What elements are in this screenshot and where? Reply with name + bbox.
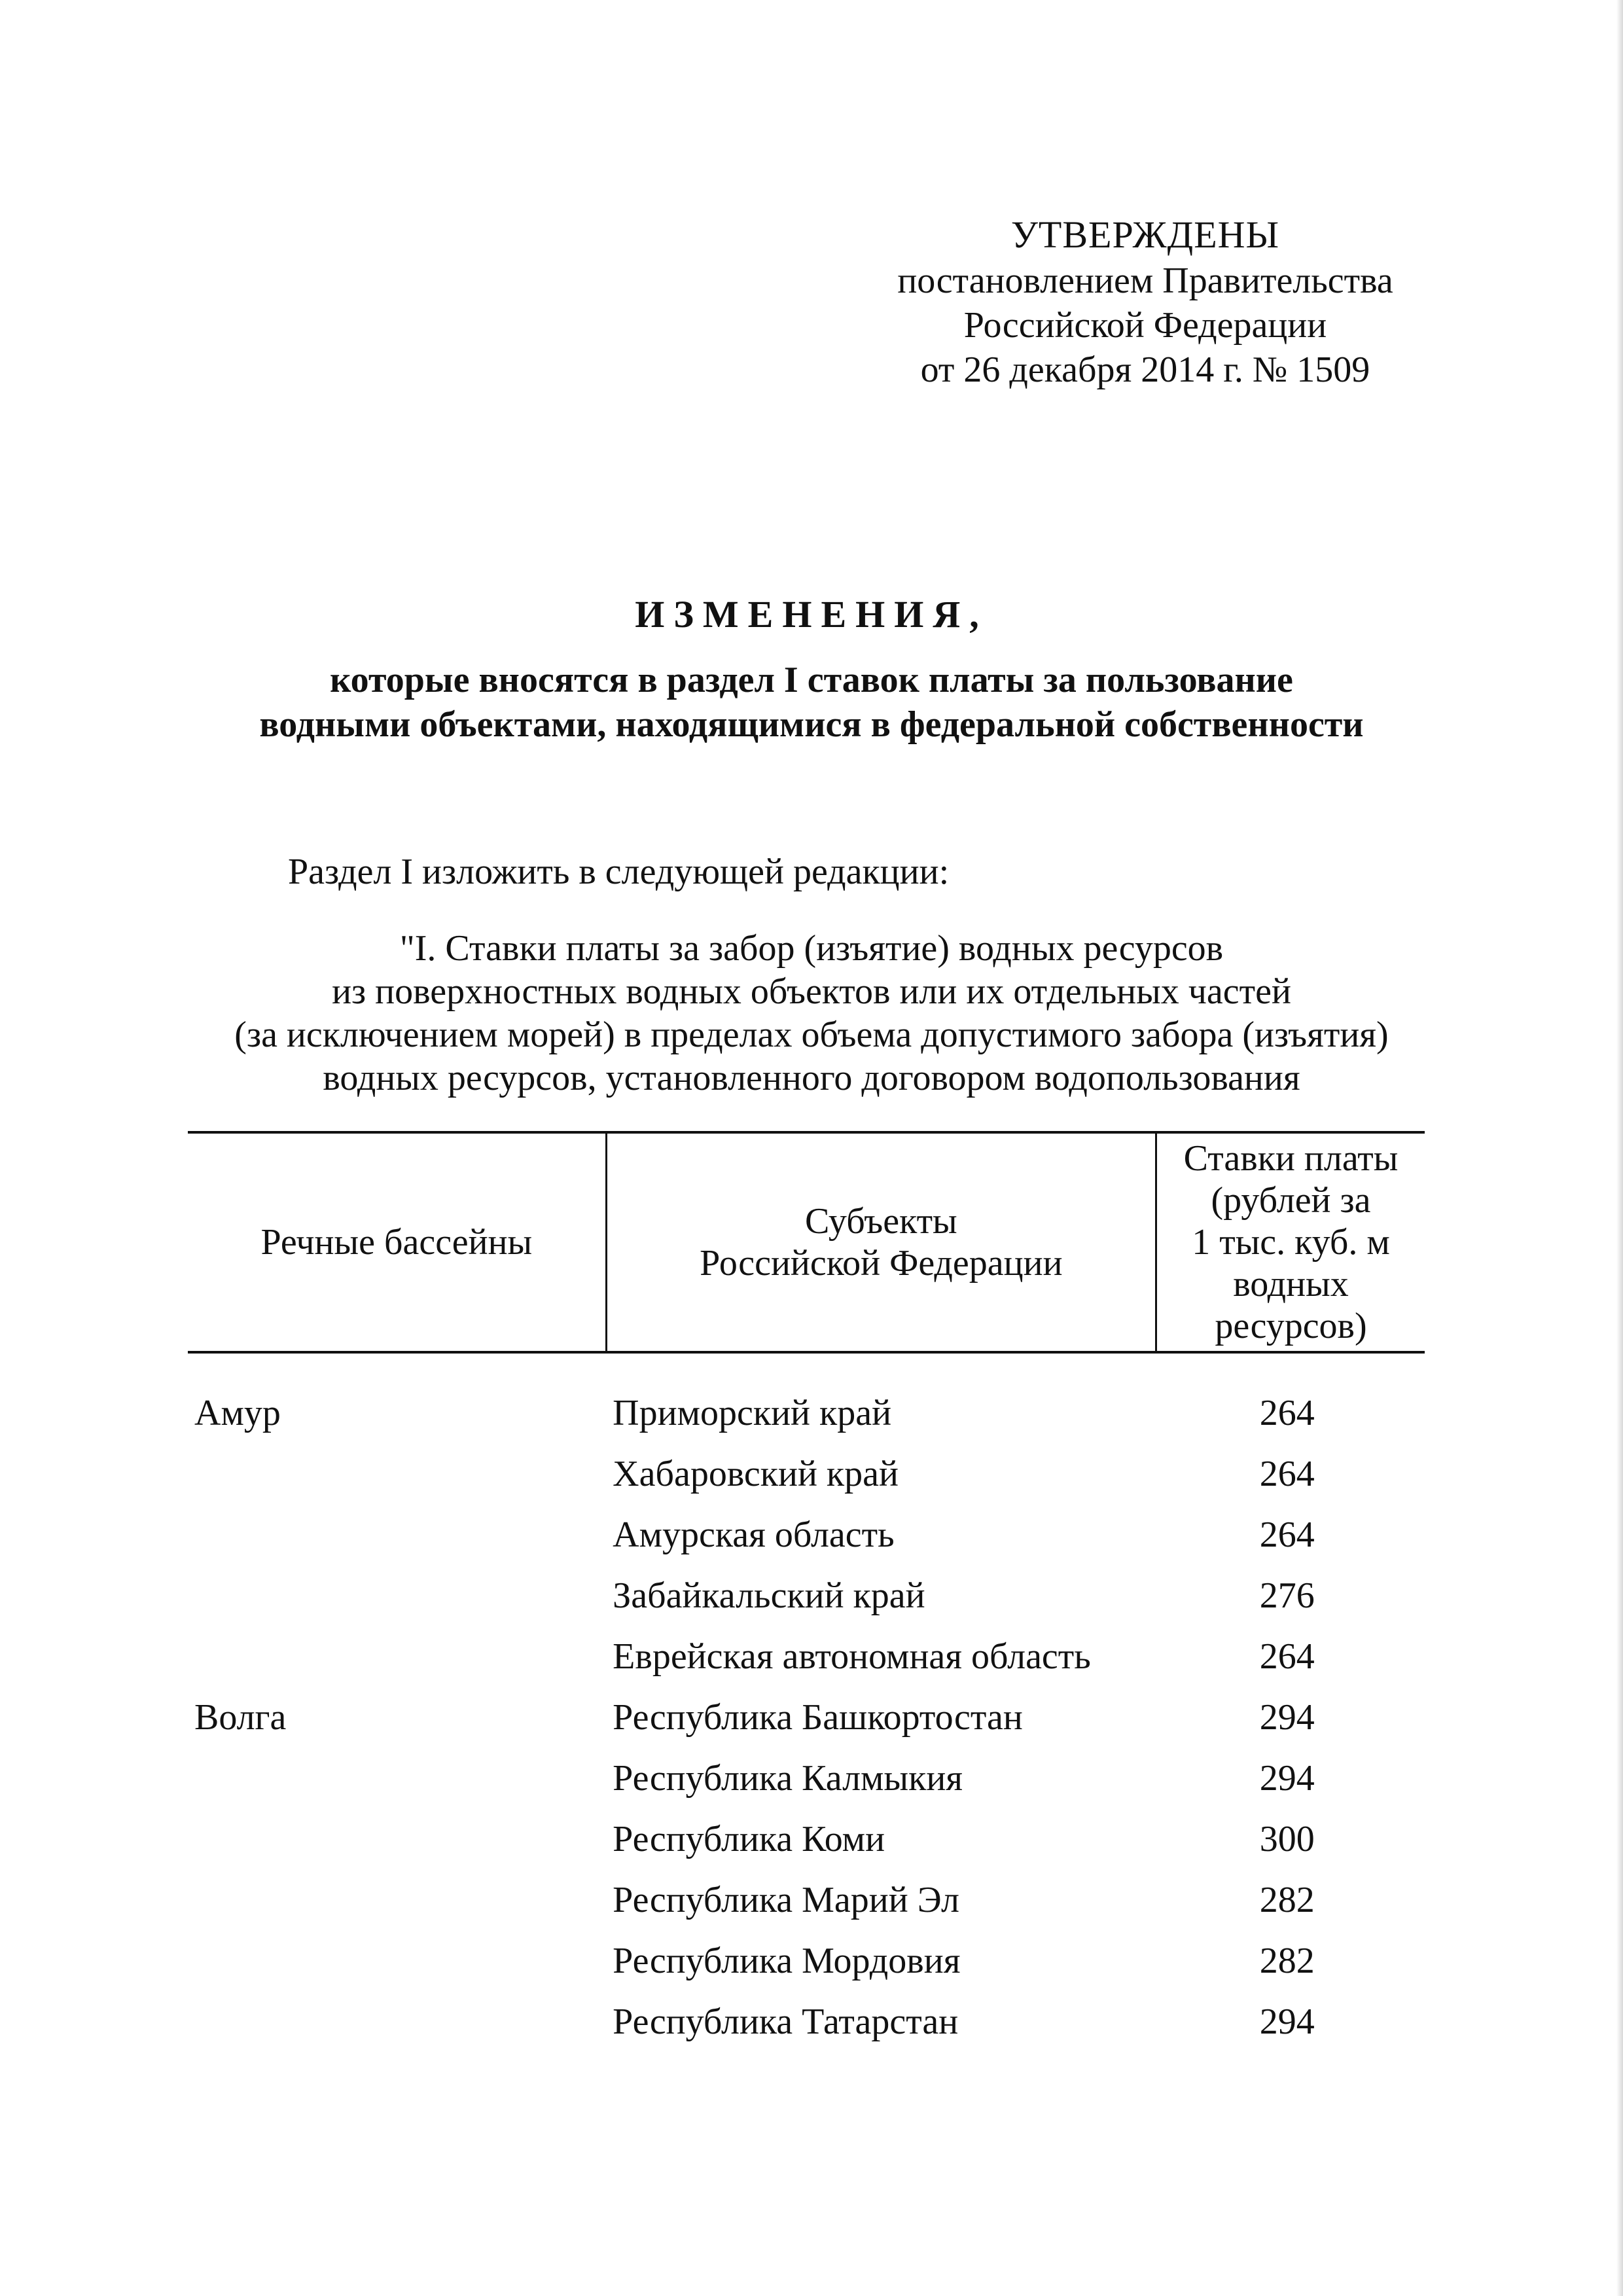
table-header-row <box>188 1132 1425 1352</box>
header-rate-line-4: водных <box>1233 1264 1349 1304</box>
basin-cell <box>188 1443 606 1504</box>
table-row <box>188 1930 1425 1991</box>
basin-cell <box>188 1869 606 1930</box>
basin-cell: Амур <box>194 1392 281 1433</box>
rate-cell: 300 <box>1259 1818 1315 1859</box>
approval-line-3: от 26 декабря 2014 г. № 1509 <box>920 350 1370 390</box>
rate-cell: 276 <box>1259 1575 1315 1616</box>
header-rate-line-5: ресурсов) <box>1215 1306 1367 1346</box>
basin-cell <box>188 1808 606 1869</box>
document-title: ИЗМЕНЕНИЯ, <box>635 593 988 636</box>
subject-cell: Республика Коми <box>613 1818 885 1859</box>
section-heading <box>0 927 1623 1100</box>
table-spacer-row <box>188 1352 1425 1382</box>
subject-cell: Республика Марий Эл <box>613 1879 959 1920</box>
rate-cell: 282 <box>1259 1940 1315 1981</box>
header-rate-line-2: (рублей за <box>1211 1180 1371 1221</box>
approval-title: УТВЕРЖДЕНЫ <box>1010 213 1280 256</box>
table-row <box>188 1382 1425 1443</box>
table-row <box>188 1443 1425 1504</box>
table-row <box>188 1808 1425 1869</box>
section-heading-line-4: водных ресурсов, установленного договором водопользования <box>323 1058 1300 1098</box>
section-heading-line-3: (за исключением морей) в пределах объема допустимого забора (изъятия) <box>234 1014 1389 1055</box>
subject-cell: Амурская область <box>613 1514 895 1555</box>
section-heading-line-2: из поверхностных водных объектов или их отдельных частей <box>332 971 1291 1012</box>
rate-cell: 294 <box>1259 1757 1315 1799</box>
subject-cell: Забайкальский край <box>613 1575 925 1616</box>
instruction-text: Раздел I изложить в следующей редакции: <box>288 852 950 892</box>
table-row <box>188 1991 1425 2052</box>
basin-cell <box>188 1991 606 2052</box>
header-subject <box>606 1132 1156 1352</box>
rate-cell: 264 <box>1259 1392 1315 1433</box>
header-subject-line-2: Российской Федерации <box>700 1243 1063 1283</box>
header-basin-label: Речные бассейны <box>260 1222 533 1263</box>
basin-cell: Волга <box>194 1696 287 1738</box>
rate-cell: 264 <box>1259 1514 1315 1555</box>
rate-cell: 294 <box>1259 1696 1315 1738</box>
table-row <box>188 1504 1425 1565</box>
subject-cell: Приморский край <box>613 1392 892 1433</box>
basin-cell <box>188 1626 606 1687</box>
approval-line-2: Российской Федерации <box>963 305 1327 346</box>
section-heading-line-1: "I. Ставки платы за забор (изъятие) водных ресурсов <box>399 928 1224 969</box>
header-rate <box>1156 1132 1425 1352</box>
header-rate-line-3: 1 тыс. куб. м <box>1192 1222 1390 1263</box>
approval-line-1: постановлением Правительства <box>897 260 1393 301</box>
basin-cell <box>188 1748 606 1808</box>
rate-cell: 294 <box>1259 2001 1315 2042</box>
table-row <box>188 1687 1425 1748</box>
table-row <box>188 1626 1425 1687</box>
subject-cell: Еврейская автономная область <box>613 1636 1091 1677</box>
rate-cell: 282 <box>1259 1879 1315 1920</box>
document-subtitle-line-1: которые вносятся в раздел I ставок платы за пользование <box>330 660 1293 700</box>
header-basin <box>188 1132 606 1352</box>
rate-cell: 264 <box>1259 1453 1315 1494</box>
approval-stamp-block <box>851 213 1440 392</box>
subject-cell: Хабаровский край <box>613 1453 899 1494</box>
subject-cell: Республика Калмыкия <box>613 1757 963 1799</box>
table-row <box>188 1869 1425 1930</box>
document-subtitle-line-2: водными объектами, находящимися в федеральной собственности <box>259 704 1364 745</box>
basin-cell <box>188 1930 606 1991</box>
subject-cell: Республика Башкортостан <box>613 1696 1023 1738</box>
rate-cell: 264 <box>1259 1636 1315 1677</box>
header-subject-line-1: Субъекты <box>804 1201 957 1242</box>
basin-cell <box>188 1504 606 1565</box>
rates-table <box>188 1131 1425 2052</box>
table-row <box>188 1748 1425 1808</box>
subject-cell: Республика Мордовия <box>613 1940 961 1981</box>
header-rate-line-1: Ставки платы <box>1183 1138 1399 1179</box>
page-edge-shadow <box>1616 0 1623 2296</box>
basin-cell <box>188 1565 606 1626</box>
table-row <box>188 1565 1425 1626</box>
document-title-block <box>0 592 1623 747</box>
subject-cell: Республика Татарстан <box>613 2001 959 2042</box>
